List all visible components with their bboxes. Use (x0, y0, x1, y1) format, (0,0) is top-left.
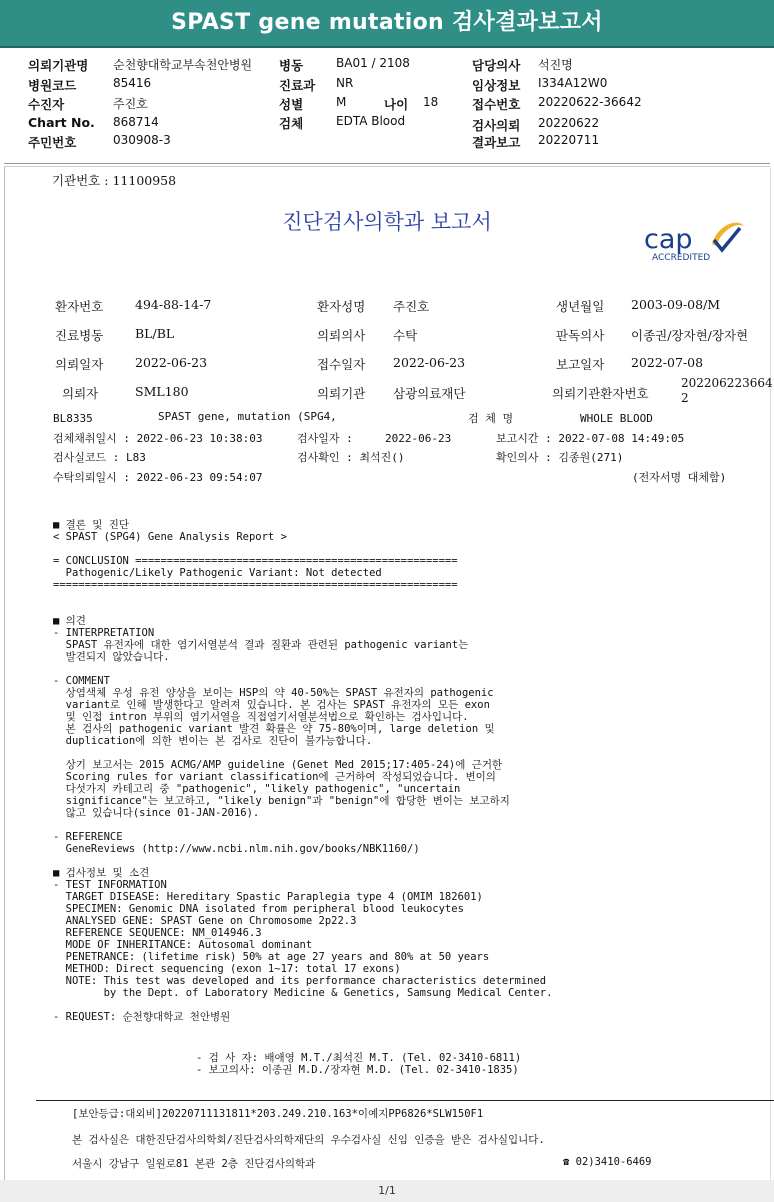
value-report-date: 2022-07-08 (631, 355, 704, 370)
test-date-label: 검사일자 : (297, 432, 353, 445)
value-requesting-institution: 순천향대학교부속천안병원 (113, 58, 253, 72)
summary-header (0, 54, 774, 164)
lab-phone: ☎ 02)3410-6469 (563, 1156, 652, 1168)
report-header-bar (0, 0, 774, 48)
value-reading-doctor: 이종권/장자현/장자현 (631, 328, 749, 343)
value-patient-no: 494-88-14-7 (135, 297, 212, 312)
label-org-patient-no: 의뢰기관환자번호 (552, 386, 649, 401)
page-number: 1/1 (0, 1180, 774, 1202)
label-hospital-code: 병원코드 (28, 78, 77, 93)
label-resident-no: 주민번호 (28, 135, 77, 150)
value-result-date: 20220711 (538, 133, 600, 147)
label-patient-name: 환자성명 (317, 299, 366, 314)
security-line: [보안등급:대외비]20220711131811*203.249.210.163*이예지PP6826*SLW150F1 (72, 1108, 484, 1120)
label-patient: 수진자 (28, 97, 65, 112)
lab-address: 서울시 강남구 일원로81 본관 2층 진단검사의학과 (72, 1158, 316, 1170)
institution-number: 기관번호 : 11100958 (52, 173, 177, 188)
label-chart-no: Chart No. (28, 115, 95, 130)
value-chart-no: 868714 (113, 115, 159, 129)
value-org-patient-no: 202206223664 (681, 376, 773, 390)
header-divider (4, 163, 770, 167)
label-attending-doctor: 담당의사 (472, 58, 521, 73)
confirming-doctor: 확인의사 : 김종원(271) (496, 451, 624, 464)
value-birth-date: 2003-09-08/M (631, 297, 721, 312)
signers: - 검 사 자: 배애영 M.T./최석진 M.T. (Tel. 02-3410-6811) - 보고의사: 이종권 M.D./장자현 M.D. (Tel. 02-3410-1835) (196, 1052, 522, 1076)
electronic-signature-note: (전자서명 대체함) (632, 471, 727, 484)
value-hospital-code: 85416 (113, 76, 152, 90)
value-age: 18 (423, 95, 439, 109)
value-accession-no: 20220622-36642 (538, 95, 642, 109)
label-ordering-doctor: 의뢰의사 (317, 328, 366, 343)
svg-text:cap: cap (644, 224, 693, 255)
test-date-value: 2022-06-23 (385, 432, 452, 445)
label-reading-doctor: 판독의사 (556, 328, 605, 343)
label-requester: 의뢰자 (62, 386, 99, 401)
value-request-date: 20220622 (538, 116, 600, 130)
value-resident-no: 030908-3 (113, 133, 171, 147)
value-org-patient-no-suffix: 2 (681, 391, 689, 405)
value-requesting-org: 삼광의료재단 (393, 386, 466, 401)
label-requesting-institution: 의뢰기관명 (28, 58, 89, 73)
report-main-title: SPAST gene mutation 검사결과보고서 (171, 10, 603, 35)
value-patient-name: 주진호 (393, 299, 430, 314)
collection-time: 검체채취일시 : 2022-06-23 10:38:03 (53, 432, 263, 445)
footer (36, 1100, 774, 1178)
value-ordering-doctor: 수탁 (393, 328, 418, 343)
label-result-date: 결과보고 (472, 135, 521, 150)
page-left-border (4, 167, 5, 1182)
test-code: BL8335 (53, 412, 93, 425)
test-confirm: 검사확인 : 최석진() (297, 451, 405, 464)
report-time: 보고시간 : 2022-07-08 14:49:05 (496, 432, 685, 445)
label-report-date: 보고일자 (556, 357, 605, 372)
label-specimen: 검체 (279, 116, 304, 131)
page-right-border (770, 167, 771, 1182)
svg-text:ACCREDITED: ACCREDITED (652, 253, 711, 263)
report-body: ■ 결론 및 진단 < SPAST (SPG4) Gene Analysis Report > = CONCLUSION =================================================== Pathogenic/Likely Pathogenic Variant: Not detected ================================================================ ■ 의견 - INTERPRETATION SPAST 유전자에 대한 염기서열분석 결과 질환과 관련된 pathogenic variant는 발견되지 않았습니다. - COMMENT 상염색체 우성 유전 양상을 보이는 HSP의 약 40-50%는 SPAST 유전자의 pathogenic variant로 인해 발생한다고 알려져 있습니다. 본 검사는 SPAST 유전자의 모든 exon 및 인접 intron 부위의 염기서열을 직접염기서열분석법으로 확인하는 검사입니다. 본 검사의 pathogenic variant 발견 확률은 약 75-80%이며, large deletion 및 duplication에 의한 변이는 본 검사로 진단이 불가능합니다. 상기 보고서는 2015 ACMG/AMP guideline (Genet Med 2015;17:405-24)에 근거한 Scoring rules for variant classification에 근거하여 작성되었습니다. 변이의 다섯가지 카테고리 중 "pathogenic", "likely pathogenic", "uncertain significance"는 보고하고, "likely benign"과 "benign"에 합당한 변이는 보고하지 않고 있습니다(since 01-JAN-2016). - REFERENCE GeneReviews (http://www.ncbi.nlm.nih.gov/books/NBK1160/) ■ 검사정보 및 소견 - TEST INFORMATION TARGET DISEASE: Hereditary Spastic Paraplegia type 4 (OMIM 182601) SPECIMEN: Genomic DNA isolated from peripheral blood leukocytes ANALYSED GENE: SPAST Gene on Chromosome 2p22.3 REFERENCE SEQUENCE: NM_014946.3 MODE OF INHERITANCE: Autosomal dominant PENETRANCE: (lifetime risk) 50% at age 27 years and 80% at 50 years METHOD: Direct sequencing (exon 1~17: total 17 exons) NOTE: This test was developed and its performance characteristics determined by the Dept. of Laboratory Medicine & Genetics, Samsung Medical Center. - REQUEST: 순천향대학교 천안병원 (53, 519, 553, 1023)
value-department: NR (336, 76, 354, 90)
label-patient-no: 환자번호 (55, 299, 104, 314)
label-ward-dept: 진료병동 (55, 328, 104, 343)
value-ward-dept: BL/BL (135, 326, 175, 341)
specimen-name-value: WHOLE BLOOD (580, 412, 653, 425)
lab-code: 검사실코드 : L83 (53, 451, 146, 464)
label-order-date: 의뢰일자 (55, 357, 104, 372)
specimen-name-label: 검 체 명 (468, 412, 514, 425)
value-patient: 주진호 (113, 97, 148, 111)
label-age: 나이 (384, 97, 409, 112)
lab-report-title: 진단검사의학과 보고서 (282, 210, 492, 234)
value-specimen: EDTA Blood (336, 114, 406, 128)
cap-accredited-logo (640, 216, 750, 266)
value-order-date: 2022-06-23 (135, 355, 208, 370)
value-receipt-date: 2022-06-23 (393, 355, 466, 370)
certification-note: 본 검사실은 대한진단검사의학회/진단검사의학재단의 우수검사실 신임 인증을 받은 검사실입니다. (72, 1134, 545, 1146)
value-ward: BA01 / 2108 (336, 56, 410, 70)
label-sex: 성별 (279, 97, 304, 112)
label-ward: 병동 (279, 58, 304, 73)
label-accession-no: 접수번호 (472, 97, 521, 112)
label-clinical-info: 임상정보 (472, 78, 521, 93)
label-request-date: 검사의뢰 (472, 118, 521, 133)
label-birth-date: 생년월일 (556, 299, 605, 314)
value-sex: M (336, 95, 347, 109)
value-attending-doctor: 석진명 (538, 58, 573, 72)
value-clinical-info: I334A12W0 (538, 76, 608, 90)
label-receipt-date: 접수일자 (317, 357, 366, 372)
value-requester: SML180 (135, 384, 189, 399)
test-name: SPAST gene, mutation (SPG4, (158, 410, 337, 423)
request-time: 수탁의뢰일시 : 2022-06-23 09:54:07 (53, 471, 263, 484)
label-requesting-org: 의뢰기관 (317, 386, 366, 401)
label-department: 진료과 (279, 78, 316, 93)
